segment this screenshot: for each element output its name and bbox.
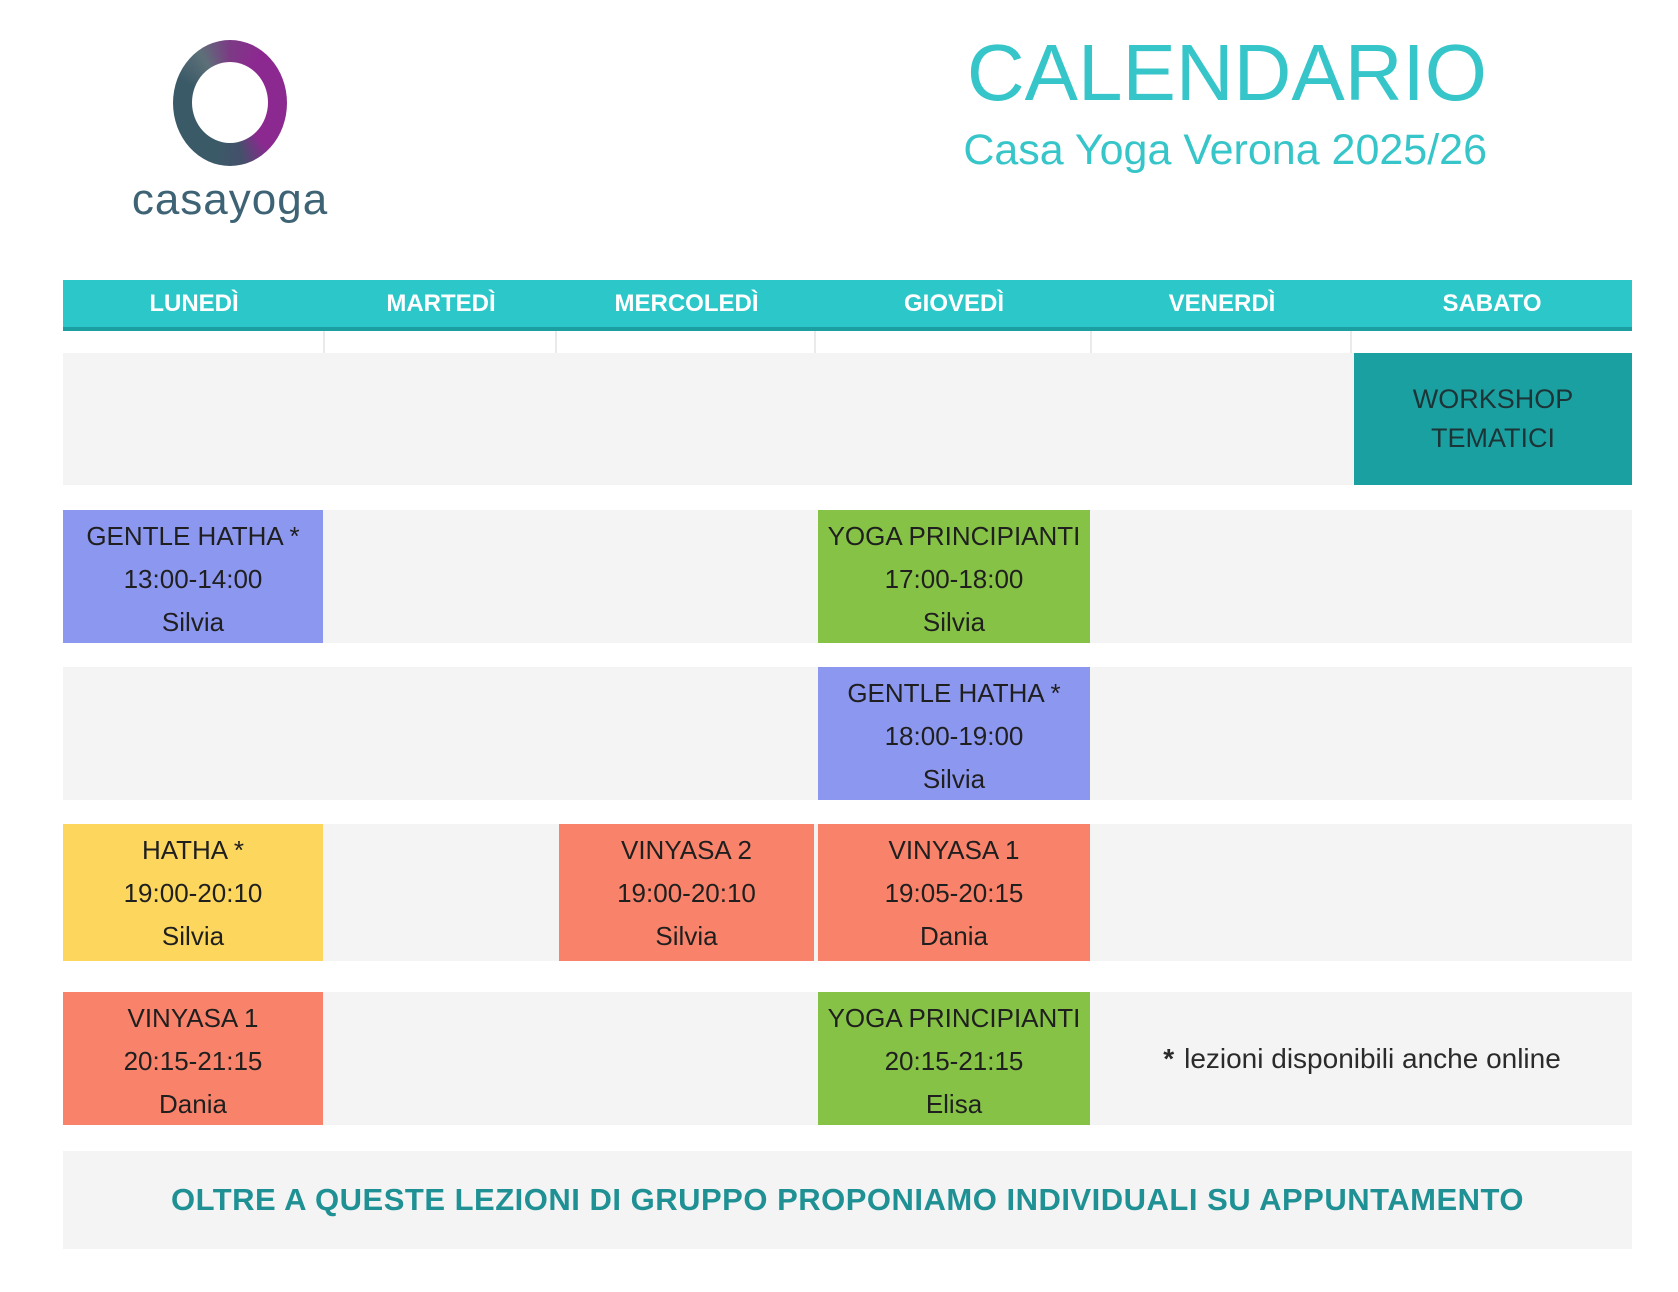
online-note	[1092, 992, 1632, 1125]
calendar-table	[63, 280, 1632, 1249]
class-title: VINYASA 1	[888, 835, 1020, 865]
class-title: VINYASA 1	[127, 1003, 259, 1033]
calendar-cell	[1352, 824, 1632, 961]
schedule-row	[63, 824, 1632, 961]
spacer-cell	[325, 331, 557, 353]
workshop-line: WORKSHOP	[1412, 384, 1574, 414]
spacer-cell	[1352, 331, 1632, 353]
class-title: YOGA PRINCIPIANTI	[827, 521, 1081, 551]
calendar-cell	[816, 992, 1092, 1125]
class-teacher: Dania	[159, 1089, 227, 1119]
footer-banner	[63, 1151, 1632, 1249]
class-slot	[818, 667, 1090, 800]
day-header-4: GIOVEDÌ	[903, 289, 1005, 317]
calendar-cell	[816, 510, 1092, 643]
class-title: VINYASA 2	[620, 835, 753, 865]
calendar-cell	[325, 667, 557, 800]
class-teacher: Silvia	[922, 764, 986, 794]
page-title: CALENDARIO	[966, 28, 1487, 117]
calendar-cell	[63, 992, 325, 1125]
ring-icon	[173, 40, 287, 166]
calendar-cell	[1352, 353, 1632, 485]
calendar-cell	[816, 667, 1092, 800]
calendar-cell	[816, 824, 1092, 961]
calendar-cell	[1092, 353, 1352, 485]
calendar-cell	[557, 992, 816, 1125]
ring-icon-hole	[192, 62, 268, 143]
day-header-5: VENERDÌ	[1168, 289, 1276, 317]
note-text: lezioni disponibili anche online	[1184, 1042, 1561, 1074]
day-header-2: MARTEDÌ	[386, 289, 496, 317]
class-time: 18:00-19:00	[884, 721, 1024, 751]
calendar-cell	[1352, 667, 1632, 800]
class-teacher: Silvia	[161, 607, 225, 637]
spacer-cell	[63, 331, 325, 353]
class-time: 13:00-14:00	[123, 564, 263, 594]
page-subtitle: Casa Yoga Verona 2025/26	[963, 126, 1487, 174]
calendar-cell	[1092, 667, 1352, 800]
class-title: GENTLE HATHA *	[86, 521, 300, 551]
logo-wordmark: casayoga	[131, 175, 329, 224]
casayoga-logo	[100, 40, 360, 222]
class-slot	[63, 510, 323, 643]
day-header-1: LUNEDÌ	[149, 289, 239, 317]
workshop-line: TEMATICI	[1431, 423, 1555, 453]
spacer-cell	[816, 331, 1092, 353]
class-title: GENTLE HATHA *	[847, 678, 1061, 708]
class-time: 19:00-20:10	[617, 878, 756, 908]
calendar-cell	[557, 353, 816, 485]
calendar-cell	[557, 824, 816, 961]
note-asterisk: *	[1163, 1042, 1175, 1074]
calendar-cell	[63, 353, 325, 485]
class-title: HATHA *	[141, 835, 245, 865]
class-teacher: Elisa	[925, 1089, 983, 1119]
calendar-cell	[63, 510, 325, 643]
class-title: YOGA PRINCIPIANTI	[827, 1003, 1081, 1033]
header-spacer-row	[63, 331, 1632, 353]
schedule-row	[63, 667, 1632, 800]
calendar-cell	[325, 353, 557, 485]
schedule-row	[63, 510, 1632, 643]
class-time: 17:00-18:00	[884, 564, 1024, 594]
calendar-cell	[1352, 510, 1632, 643]
class-time: 20:15-21:15	[123, 1046, 263, 1076]
class-slot	[559, 824, 814, 961]
class-teacher: Silvia	[922, 607, 986, 637]
schedule-row	[63, 353, 1632, 485]
spacer-cell	[1092, 331, 1352, 353]
class-time: 19:00-20:10	[123, 878, 263, 908]
calendar-cell	[816, 353, 1092, 485]
title-block	[963, 30, 1487, 174]
class-teacher: Silvia	[655, 921, 718, 951]
calendar-cell	[63, 667, 325, 800]
calendar-cell	[325, 510, 557, 643]
class-slot	[818, 992, 1090, 1125]
workshop-slot	[1354, 353, 1632, 485]
calendar-cell	[325, 992, 557, 1125]
class-slot	[63, 992, 323, 1125]
footer-text: OLTRE A QUESTE LEZIONI DI GRUPPO PROPONIAMO INDIVIDUALI SU APPUNTAMENTO	[170, 1182, 1525, 1217]
calendar-cell	[325, 824, 557, 961]
day-header-6: SABATO	[1442, 289, 1542, 317]
schedule-row	[63, 992, 1632, 1125]
class-teacher: Dania	[920, 921, 988, 951]
calendar-cell	[63, 824, 325, 961]
calendar-cell	[557, 510, 816, 643]
class-teacher: Silvia	[161, 921, 225, 951]
calendar-cell	[557, 667, 816, 800]
schedule-rows	[63, 353, 1632, 1125]
class-slot	[818, 510, 1090, 643]
class-time: 20:15-21:15	[884, 1046, 1024, 1076]
day-header-row	[63, 280, 1632, 331]
calendar-cell	[1092, 510, 1352, 643]
class-time: 19:05-20:15	[884, 878, 1024, 908]
spacer-cell	[557, 331, 816, 353]
calendar-cell	[1092, 824, 1352, 961]
day-header-3: MERCOLEDÌ	[614, 289, 759, 317]
class-slot	[818, 824, 1090, 961]
class-slot	[63, 824, 323, 961]
